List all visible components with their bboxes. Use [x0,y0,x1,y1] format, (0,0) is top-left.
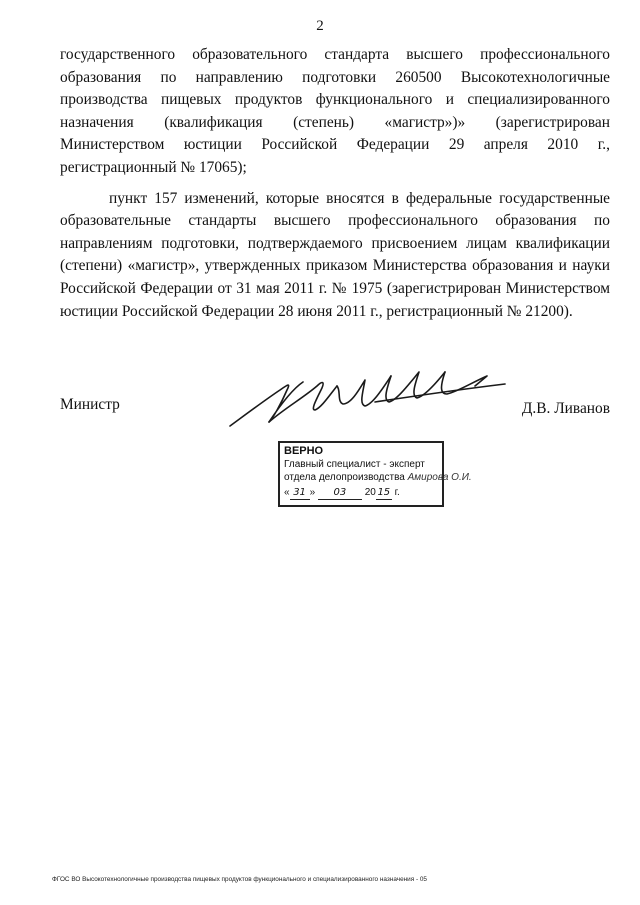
stamp-quote-close: » [309,487,316,498]
stamp-year-suffix: 15 [377,487,391,498]
stamp-position: Главный специалист - эксперт [284,459,425,470]
signatory-title: Министр [60,396,120,413]
stamp-date [284,486,438,500]
page-number: 2 [316,18,324,34]
handwritten-signature [225,360,515,435]
certification-stamp [278,441,472,507]
stamp-month: 03 [318,486,362,500]
paragraph-2: пункт 157 изменений, которые вносятся в федеральные государственные образовательные стандарты высшего профессионального образования по направлениям подготовки, подтверждаемого присвоением лицам квалификации (степени) «магистр», утвержденных приказом Министерства образования и науки Российской Федерации от 31 мая 2011 г. № 1975 (зарегистрирован Министерством юстиции Российской Федерации 28 июня 2011 г., регистрационный № 21200). [60,189,610,320]
stamp-day: 31 [290,486,310,500]
stamp-handwritten-name: Амирова О.И. [407,472,472,483]
stamp-title: ВЕРНО [284,445,324,457]
stamp-department [284,471,472,484]
stamp-department-label: отдела делопроизводства [284,472,405,483]
stamp-year-label: г. [394,487,400,498]
page-footer: ФГОС ВО Высокотехнологичные производства пищевых продуктов функционального и специализированного назначения - 05 [52,876,427,883]
signatory-name: Д.В. Ливанов [521,400,610,417]
document-body [60,44,610,331]
paragraph-1: государственного образовательного стандарта высшего профессионального образования по направлению подготовки 260500 Высокотехнологичные производства пищевых продуктов функционального и специализированного назначения (квалификация (степень) «магистр»)» (зарегистрирован Министерством юстиции Российской Федерации 29 апреля 2010 г., регистрационный № 17065); [60,46,610,176]
stamp-year-prefix: 20 [364,487,376,498]
stamp-quote-open: « [284,487,290,498]
